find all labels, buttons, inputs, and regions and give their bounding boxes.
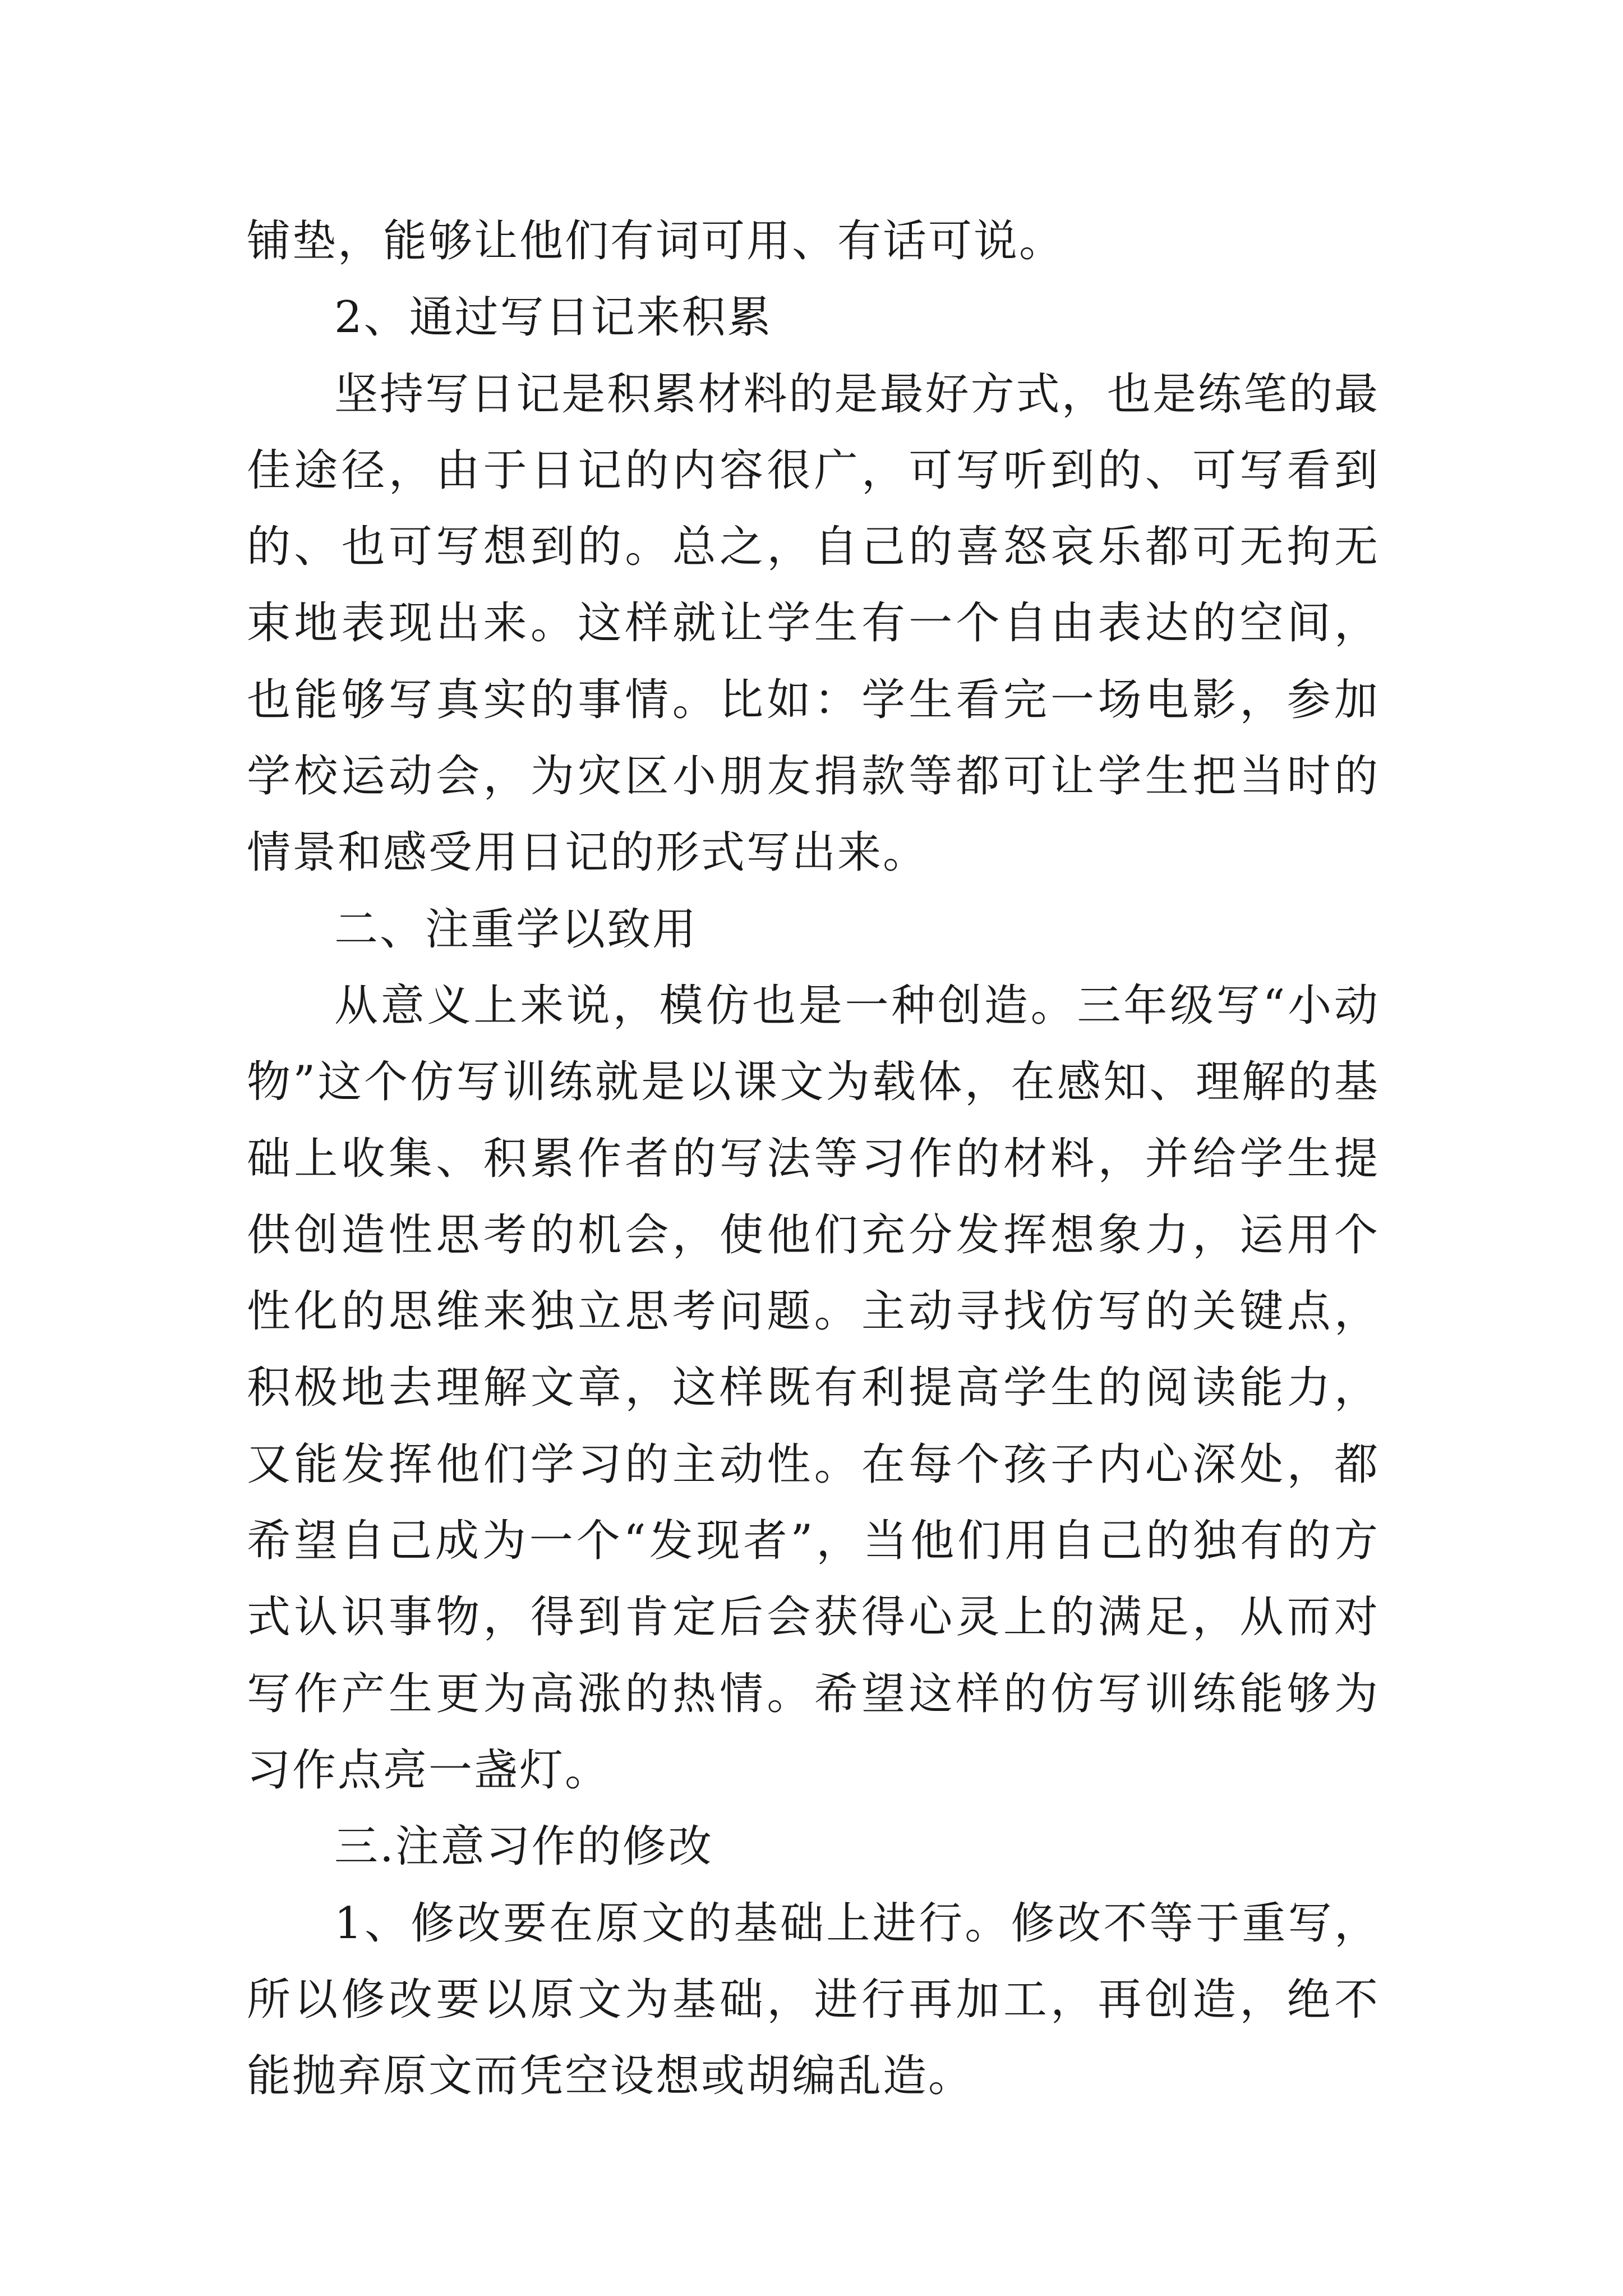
heading-apply-learning: 二、注重学以致用 [334, 904, 698, 955]
heading-revision: 三.注意习作的修改 [334, 1821, 713, 1872]
paragraph-revision-rule-1: 1、修改要在原文的基础上进行。修改不等于重写，所以修改要以原文为基础，进行再加工，再创造，绝不能抛弃原文而凭空设想或胡编乱造。 [247, 1898, 1380, 2102]
paragraph-imitation: 从意义上来说，模仿也是一种创造。三年级写“小动物”这个仿写训练就是以课文为载体，在感知、理解的基础上收集、积累作者的写法等习作的材料，并给学生提供创造性思考的机会，使他们充分发挥想象力，运用个性化的思维来独立思考问题。主动寻找仿写的关键点，积极地去理解文章，这样既有利提高学生的阅读能力，又能发挥他们学习的主动性。在每个孩子内心深处，都希望自己成为一个“发现者”，当他们用自己的独有的方式认识事物，得到肯定后会获得心灵上的满足，从而对写作产生更为高涨的热情。希望这样的仿写训练能够为习作点亮一盏灯。 [247, 980, 1380, 1796]
subheading-diary: 2、通过写日记来积累 [334, 292, 773, 343]
paragraph-intro-continuation: 铺垫，能够让他们有词可用、有话可说。 [247, 216, 1065, 266]
paragraph-diary: 坚持写日记是积累材料的是最好方式，也是练笔的最佳途径，由于日记的内容很广，可写听到的、可写看到的、也可写想到的。总之，自己的喜怒哀乐都可无拘无束地表现出来。这样就让学生有一个自由表达的空间，也能够写真实的事情。比如：学生看完一场电影，参加学校运动会，为灾区小朋友捐款等都可让学生把当时的情景和感受用日记的形式写出来。 [247, 369, 1380, 878]
document-body [247, 203, 1380, 2114]
